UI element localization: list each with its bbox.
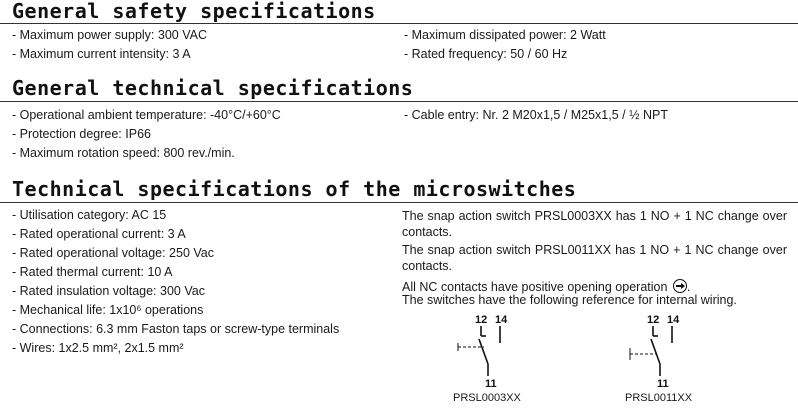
terminal-12-label: 12 (475, 314, 488, 326)
safety-right-1: - Maximum dissipated power: 2 Watt (404, 28, 606, 42)
terminal-12-label: 12 (647, 314, 660, 326)
micro-para-3-text: All NC contacts have positive opening operation (402, 280, 668, 294)
micro-para-3 (402, 279, 690, 294)
micro-left-8: - Wires: 1x2.5 mm², 2x1.5 mm² (12, 341, 184, 355)
micro-left-3: - Rated operational voltage: 250 Vac (12, 246, 214, 260)
safety-right-2: - Rated frequency: 50 / 60 Hz (404, 47, 568, 61)
wiring-diagram-prsl0003xx (450, 312, 530, 390)
technical-left-3: - Maximum rotation speed: 800 rev./min. (12, 146, 235, 160)
technical-divider (0, 101, 798, 102)
micro-left-4: - Rated thermal current: 10 A (12, 265, 173, 279)
wiring-diagram-prsl0011xx (622, 312, 702, 390)
micro-left-6: - Mechanical life: 1x10⁶ operations (12, 303, 204, 317)
micro-left-5: - Rated insulation voltage: 300 Vac (12, 284, 205, 298)
micro-para-2: The snap action switch PRSL0011XX has 1 NO + 1 NC change over contacts. (402, 243, 787, 273)
safety-left-2: - Maximum current intensity: 3 A (12, 47, 191, 61)
safety-left-1: - Maximum power supply: 300 VAC (12, 28, 207, 42)
safety-heading: General safety specifications (12, 0, 376, 23)
technical-left-1: - Operational ambient temperature: -40°C/+60°C (12, 108, 281, 122)
microswitches-heading: Technical specifications of the microswitches (12, 177, 577, 201)
terminal-11-label: 11 (657, 378, 669, 390)
technical-right-1: - Cable entry: Nr. 2 M20x1,5 / M25x1,5 / ½ NPT (404, 108, 668, 122)
terminal-14-label: 14 (667, 314, 680, 326)
micro-para-4: The switches have the following reference for internal wiring. (402, 293, 737, 307)
positive-opening-icon (673, 279, 687, 293)
microswitches-divider (0, 202, 798, 203)
technical-heading: General technical specifications (12, 76, 414, 100)
technical-left-2: - Protection degree: IP66 (12, 127, 151, 141)
terminal-11-label: 11 (485, 378, 497, 390)
micro-left-1: - Utilisation category: AC 15 (12, 208, 167, 222)
caption-prsl0003xx: PRSL0003XX (453, 392, 521, 404)
micro-para-3-end: . (686, 280, 691, 294)
caption-prsl0011xx: PRSL0011XX (625, 392, 693, 404)
terminal-14-label: 14 (495, 314, 508, 326)
micro-para-1: The snap action switch PRSL0003XX has 1 NO + 1 NC change over contacts. (402, 209, 787, 239)
micro-left-7: - Connections: 6.3 mm Faston taps or screw-type terminals (12, 322, 340, 336)
micro-left-2: - Rated operational current: 3 A (12, 227, 186, 241)
safety-divider (0, 23, 798, 24)
